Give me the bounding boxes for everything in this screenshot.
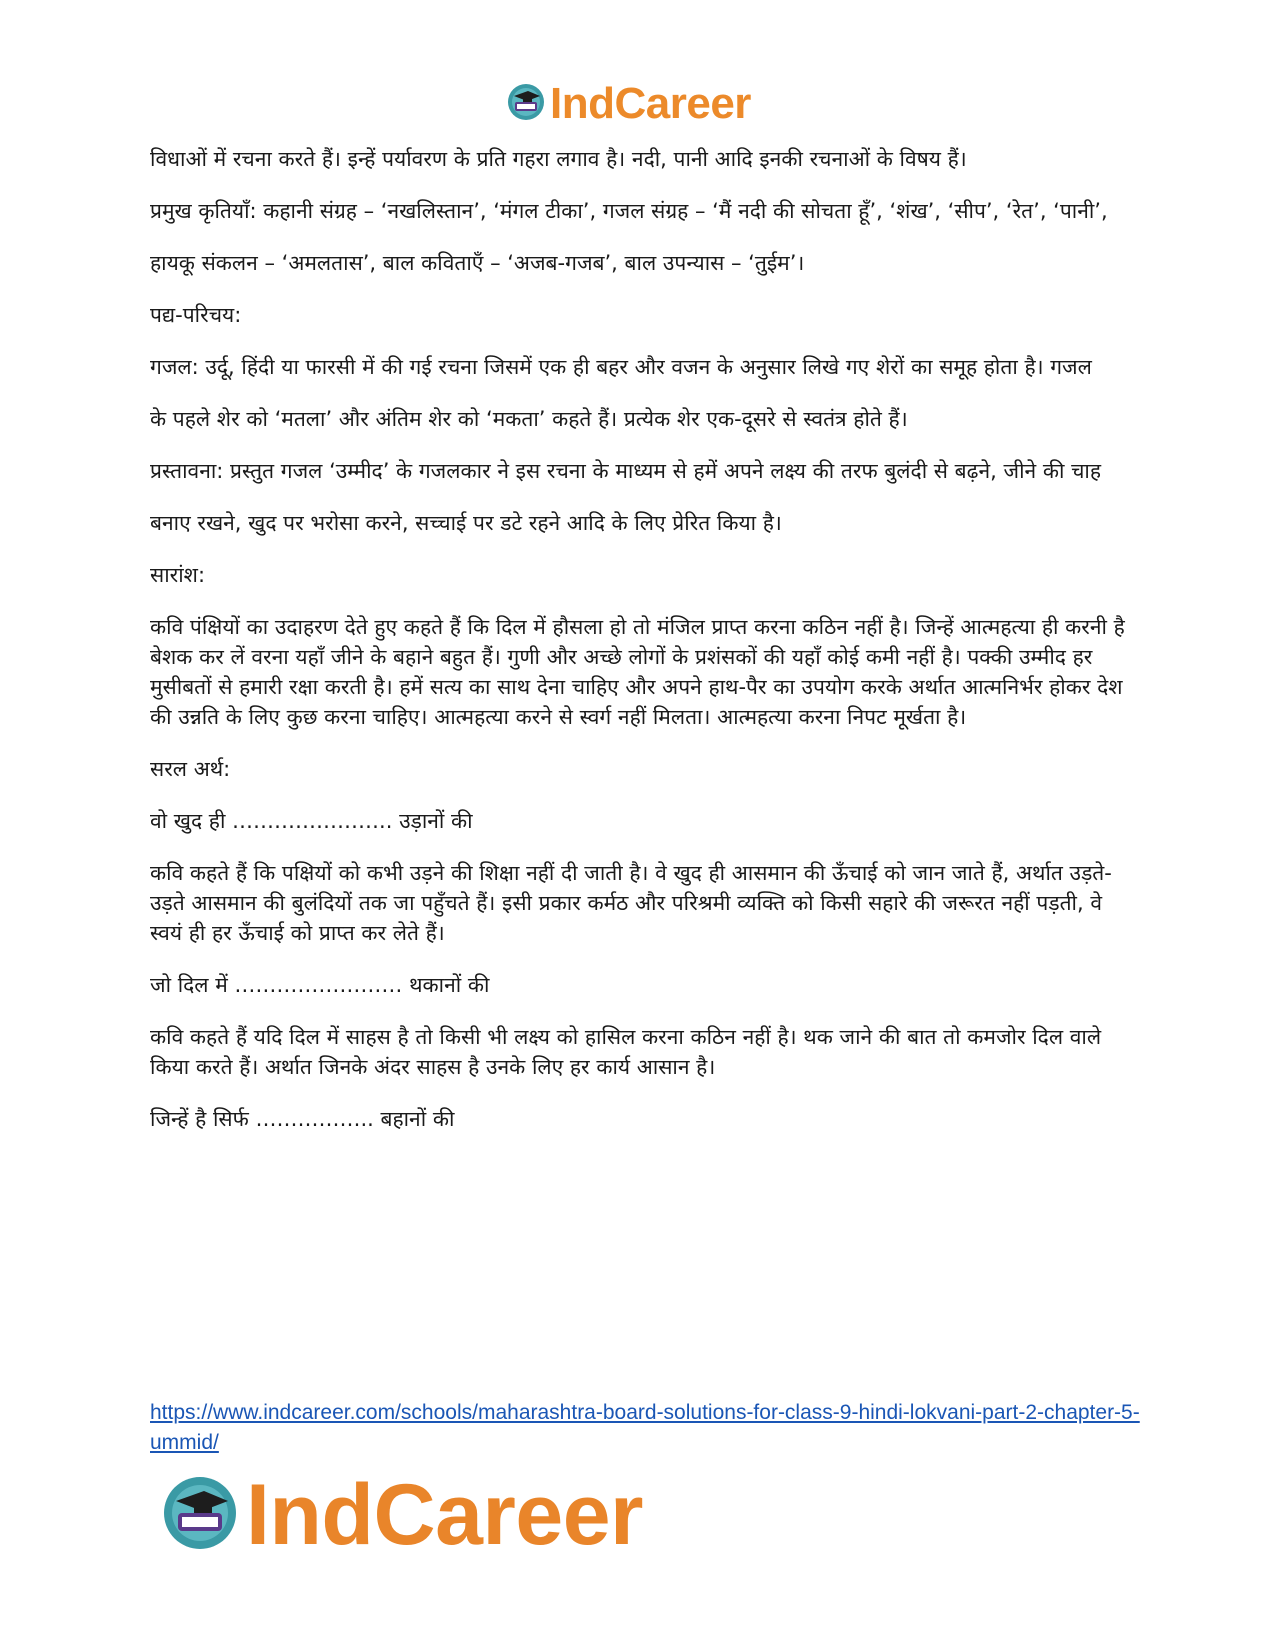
verse-line: वो खुद ही ………………….. उड़ानों की [150, 809, 473, 833]
paragraph: हायकू संकलन – ‘अमलतास’, बाल कविताएँ – ‘अजब-गजब’, बाल उपन्यास – ‘तुईम’। [150, 251, 805, 275]
paragraph: के पहले शेर को ‘मतला’ और अंतिम शेर को ‘मकता’ कहते हैं। प्रत्येक शेर एक-दूसरे से स्वतंत्र होते हैं। [150, 407, 908, 431]
paragraph: कवि कहते हैं कि पक्षियों को कभी उड़ने की शिक्षा नहीं दी जाती है। वे खुद ही आसमान की ऊँचाई को जान जाते हैं, अर्थात उड़ते-उड़ते आसमान की बुलंदियों तक जा पहुँचते हैं। इसी प्रकार कर्मठ और परिश्रमी व्यक्ति को किसी सहारे की जरूरत नहीं पड़ती, वे स्वयं ही हर ऊँचाई को प्राप्त कर लेते हैं। [150, 861, 1112, 945]
logo-wordmark: IndCareer [550, 79, 751, 128]
document-body [150, 144, 1130, 1156]
paragraph: कवि पंक्षियों का उदाहरण देते हुए कहते हैं कि दिल में हौसला हो तो मंजिल प्राप्त करना कठिन नहीं है। जिन्हें आत्महत्या ही करनी है बेशक कर लें वरना यहाँ जीने के बहाने बहुत हैं। गुणी और अच्छे लोगों के प्रशंसकों की यहाँ कोई कमी नहीं है। पक्की उम्मीद हर मुसीबतों से हमारी रक्षा करती है। हमें सत्य का साथ देना चाहिए और अपने हाथ-पैर का उपयोग करके अर्थात आत्मनिर्भर होकर देश की उन्नति के लिए कुछ करना चाहिए। आत्महत्या करने से स्वर्ग नहीं मिलता। आत्महत्या करना निपट मूर्खता है। [150, 615, 1125, 729]
paragraph: बनाए रखने, खुद पर भरोसा करने, सच्चाई पर डटे रहने आदि के लिए प्रेरित किया है। [150, 511, 782, 535]
graduation-cap-book-icon [506, 82, 546, 126]
paragraph: कवि कहते हैं यदि दिल में साहस है तो किसी भी लक्ष्य को हासिल करना कठिन नहीं है। थक जाने की बात तो कमजोर दिल वाले किया करते हैं। अर्थात जिनके अंदर साहस है उनके लिए हर कार्य आसान है। [150, 1025, 1102, 1079]
header-logo [506, 80, 751, 128]
section-heading: पद्य-परिचय: [150, 303, 242, 327]
paragraph: गजल: उर्दू, हिंदी या फारसी में की गई रचना जिसमें एक ही बहर और वजन के अनुसार लिखे गए शेरों का समूह होता है। गजल [150, 355, 1092, 379]
section-heading: सरल अर्थ: [150, 757, 231, 781]
paragraph: प्रमुख कृतियाँ: कहानी संग्रह – ‘नखलिस्तान’, ‘मंगल टीका’, गजल संग्रह – ‘मैं नदी की सोचता हूँ’, ‘शंख’, ‘सीप’, ‘रेत’, ‘पानी’, [150, 199, 1108, 223]
verse-line: जो दिल में …………………… थकानों की [150, 973, 490, 997]
paragraph: विधाओं में रचना करते हैं। इन्हें पर्यावरण के प्रति गहरा लगाव है। नदी, पानी आदि इनकी रचनाओं के विषय हैं। [150, 147, 967, 171]
footer-logo [160, 1467, 643, 1563]
source-url-link[interactable]: https://www.indcareer.com/schools/maharashtra-board-solutions-for-class-9-hindi-lokvani-part-2-chapter-5-ummid/ [150, 1401, 1140, 1454]
logo-wordmark: IndCareer [246, 1467, 643, 1563]
graduation-cap-book-icon [160, 1473, 240, 1557]
section-heading: सारांश: [150, 563, 206, 587]
verse-line: जिन्हें है सिर्फ …………….. बहानों की [150, 1107, 455, 1131]
paragraph: प्रस्तावना: प्रस्तुत गजल ‘उम्मीद’ के गजलकार ने इस रचना के माध्यम से हमें अपने लक्ष्य की तरफ बुलंदी से बढ़ने, जीने की चाह [150, 459, 1102, 483]
